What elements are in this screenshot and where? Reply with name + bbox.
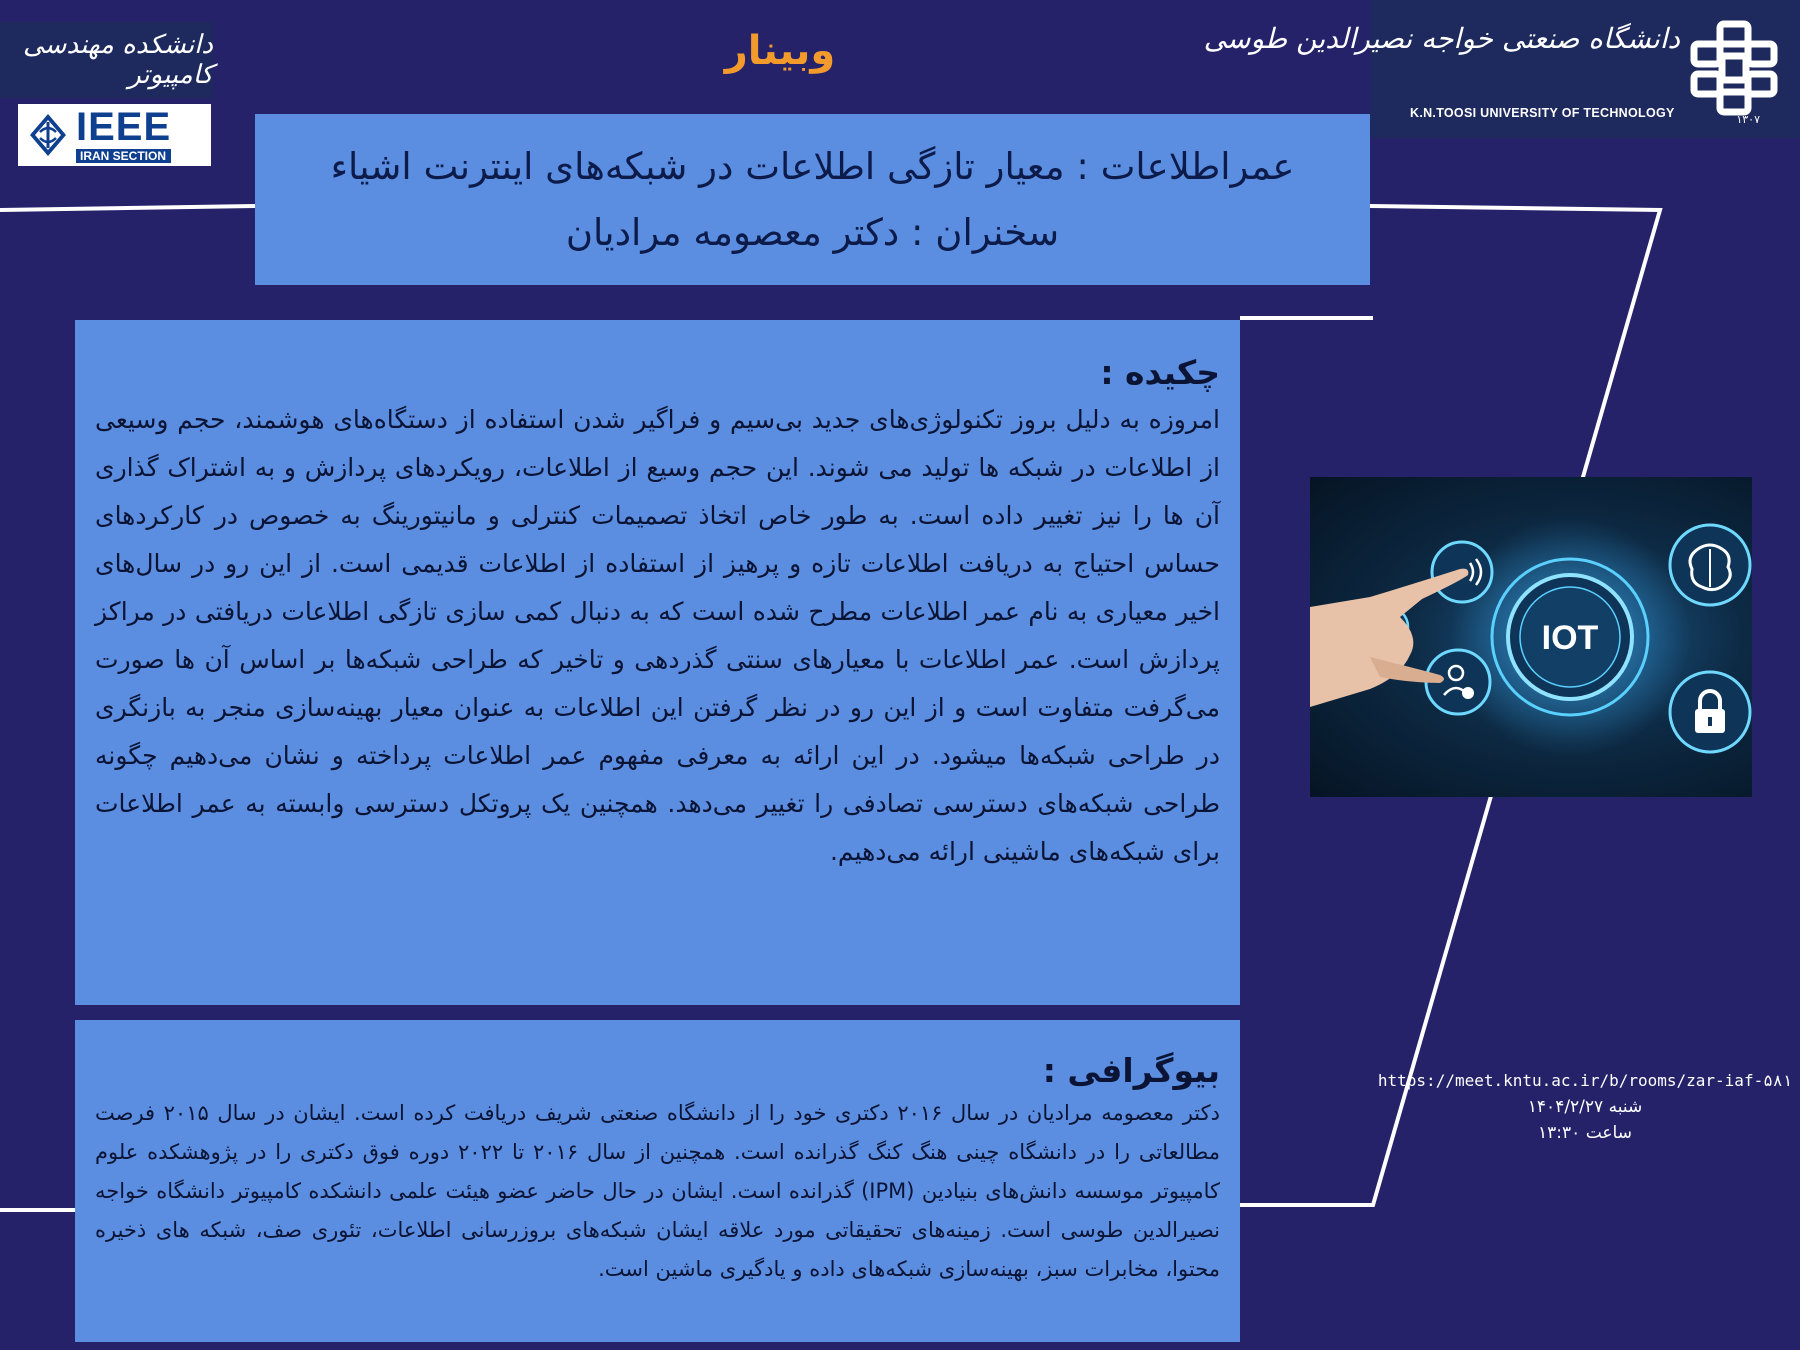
meeting-time: ساعت ۱۳:۳۰ [1538, 1123, 1632, 1143]
iot-label: IOT [1541, 619, 1599, 657]
ieee-logo-main-text: IEEE [76, 105, 172, 149]
ieee-logo-sub-text: IRAN SECTION [76, 149, 171, 163]
meeting-link[interactable]: https://meet.kntu.ac.ir/b/rooms/zar-iaf-۵۸۱ [1377, 1071, 1793, 1090]
brain-icon [1670, 525, 1750, 605]
iot-illustration [1310, 477, 1752, 797]
university-founding-year: ۱۳۰۷ [1736, 113, 1760, 126]
meeting-date: شنبه ۱۴۰۴/۲/۲۷ [1527, 1097, 1643, 1117]
biography-heading: بیوگرافی : [1042, 1051, 1220, 1090]
kntu-university-logo [1203, 0, 1800, 138]
university-name-en: K.N.TOOSI UNIVERSITY OF TECHNOLOGY [1410, 106, 1675, 120]
lock-icon [1670, 672, 1750, 752]
ieee-emblem-icon [28, 112, 68, 158]
webinar-heading: وبینار [724, 28, 836, 74]
abstract-heading: چکیده : [1100, 353, 1220, 392]
iot-center-circle [1492, 559, 1648, 715]
university-name-fa: دانشگاه صنعتی خواجه نصیرالدین طوسی [1203, 22, 1680, 55]
faculty-logo-text: دانشکده مهندسی کامپیوتر [23, 30, 213, 90]
talk-topic: عمراطلاعات : معیار تازگی اطلاعات در شبکه‌های اینترنت اشیاء [330, 144, 1295, 188]
title-box [255, 114, 1370, 285]
meeting-info [1370, 1068, 1800, 1146]
abstract-text: امروزه به دلیل بروز تکنولوژی‌های جدید بی‌سیم و فراگیر شدن استفاده از دستگاه‌های هوشمند، حجم وسیعی از اطلاعات در شبکه ها تولید می شوند. این حجم وسیع از اطلاعات، رویکردهای پردازش و به اشتراک گذاری آن ها را نیز تغییر داده است. به طور خاص اتخاذ تصمیمات کنترلی و مانیتورینگ به خصوص در کارکردهای حساس احتیاج به دریافت اطلاعات تازه و پرهیز از استفاده از اطلاعات قدیمی است. از این رو در سال‌های اخیر معیاری به نام عمر اطلاعات مطرح شده است که به دنبال کمی سازی تازگی اطلاعات دریافتی در مراکز پردازش است. عمر اطلاعات با معیارهای سنتی گذردهی و تاخیر که طراحی شبکه‌ها بر اساس آن ها صورت می‌گرفت متفاوت است و از این رو در نظر گرفتن این اطلاعات به عنوان معیار بهینه‌سازی منجر به بازنگری در طراحی شبکه‌ها میشود. در این ارائه به معرفی مفهوم عمر اطلاعات پرداخته و نشان می‌دهیم چگونه طراحی شبکه‌های دسترسی تصادفی را تغییر می‌دهد. همچنین یک پروتکل دسترسی وابسته به عمر اطلاعات برای شبکه‌های ماشینی ارائه می‌دهیم. [95, 405, 1220, 866]
speaker-name: سخنران : دکتر معصومه مرادیان [565, 210, 1060, 254]
biography-section [75, 1020, 1240, 1342]
biography-text: دکتر معصومه مرادیان در سال ۲۰۱۶ دکتری خود را از دانشگاه صنعتی شریف دریافت کرده است. ایشان در سال ۲۰۱۵ فرصت مطالعاتی را در دانشگاه چینی هنگ کنگ گذرانده است. همچنین از سال ۲۰۱۶ تا ۲۰۲۲ دوره فوق دکتری را در پژوهشکده علوم کامپیوتر موسسه دانش‌های بنیادین (IPM) گذرانده است. ایشان در حال حاضر عضو هیئت علمی دانشکده کامپیوتر دانشگاه خواجه نصیرالدین طوسی است. زمینه‌های تحقیقاتی مورد علاقه ایشان شبکه‌های بروزرسانی اطلاعات، تئوری صف، شبکه های ذخیره محتوا، مخابرات سبز، بهینه‌سازی شبکه‌های داده و یادگیری ماشین است. [95, 1101, 1221, 1281]
abstract-section [75, 320, 1240, 1005]
ieee-iran-section-logo [18, 104, 211, 166]
kntu-emblem-icon [1686, 18, 1782, 118]
faculty-logo [0, 22, 213, 98]
